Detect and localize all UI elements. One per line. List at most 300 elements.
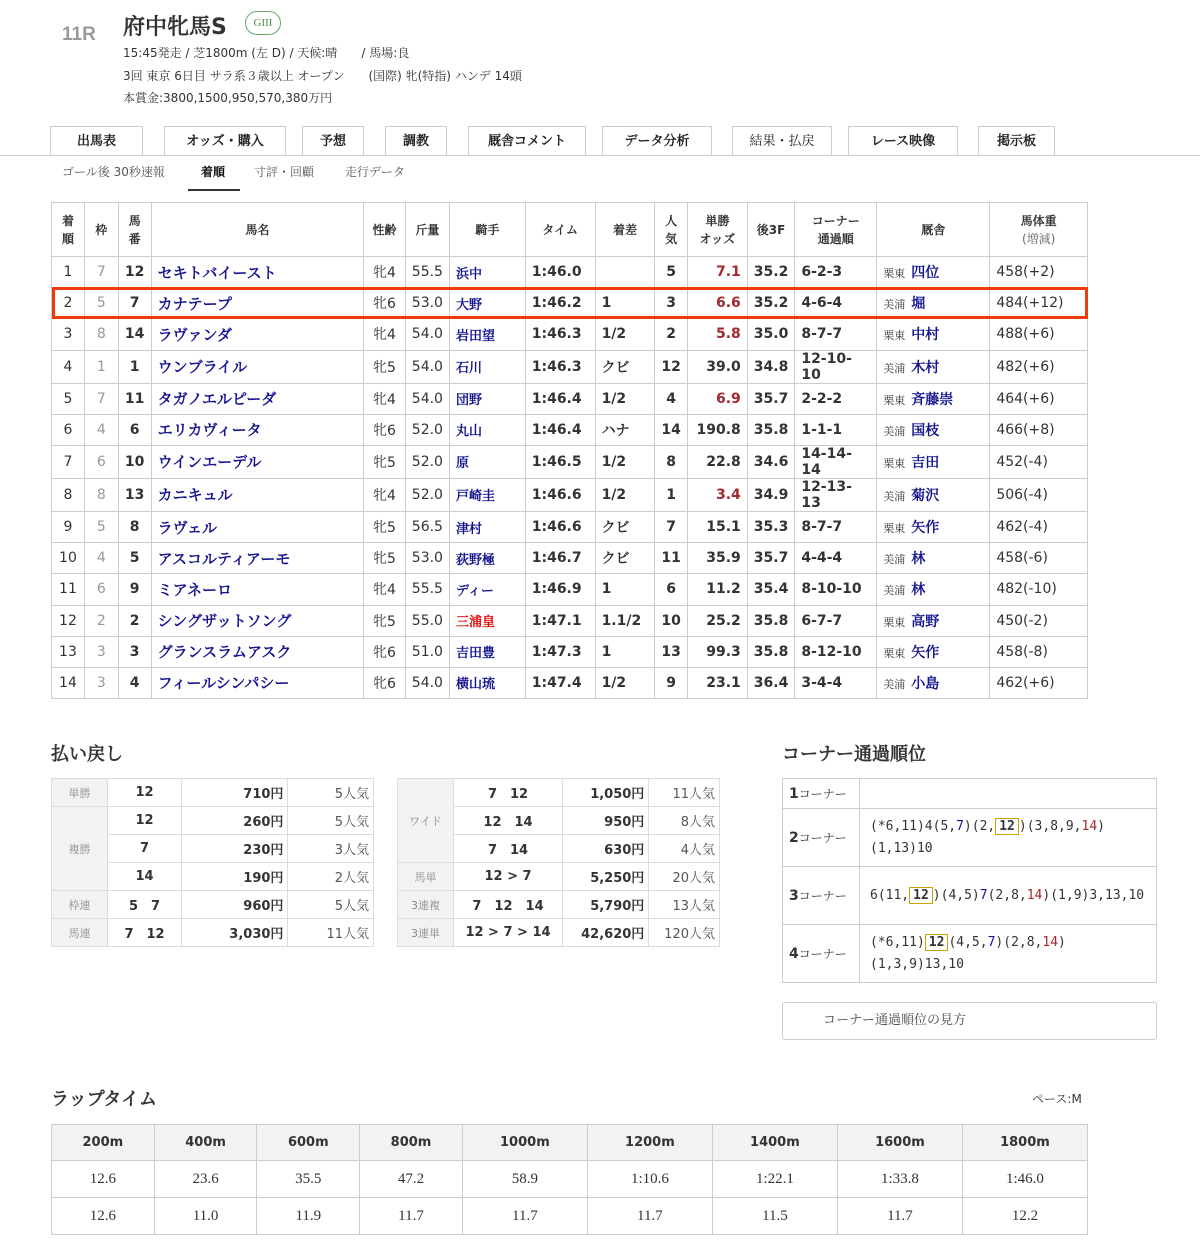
horse-name-cell: [151, 636, 364, 667]
corner-order-cell: 6-2-3: [795, 257, 877, 288]
tab-movie[interactable]: レース映像: [848, 126, 958, 156]
result-row: [52, 350, 1088, 383]
header-odds: 単勝 オッズ: [687, 203, 747, 257]
waku-cell: 4: [84, 414, 118, 445]
trainer-link[interactable]: 堀: [911, 296, 926, 313]
trainer-link[interactable]: 小島: [911, 675, 940, 692]
corner-order-cell: 2-2-2: [795, 383, 877, 414]
lap-split: 11.7: [587, 1198, 712, 1235]
umaban-cell: 3: [118, 636, 151, 667]
umaban-cell: 4: [118, 667, 151, 698]
trainer-link[interactable]: 林: [911, 551, 926, 568]
corner-order-cell: 14-14-14: [795, 445, 877, 478]
sexage-cell: 牝6: [364, 636, 406, 667]
result-row: [52, 543, 1088, 574]
race-info-line1: 15:45発走 / 芝1800m (左 D) / 天候:晴 / 馬場:良: [123, 46, 410, 60]
horse-name-cell: [151, 319, 364, 350]
kinryo-cell: 51.0: [405, 636, 449, 667]
margin-cell: ハナ: [595, 414, 655, 445]
sexage-cell: 牝5: [364, 605, 406, 636]
pop-cell: 11: [655, 543, 687, 574]
trainer-link[interactable]: 高野: [911, 613, 940, 630]
payout-numbers: 5 7: [108, 891, 182, 919]
payout-row: [398, 863, 720, 891]
trainer-link[interactable]: 国枝: [911, 422, 940, 439]
trainer-cell: 美浦 堀: [877, 288, 990, 319]
horse-link[interactable]: ウインエーデル: [157, 453, 262, 472]
kinryo-cell: 54.0: [405, 383, 449, 414]
payout-yen: 3,030円: [182, 919, 288, 947]
time-cell: 1:46.4: [525, 414, 595, 445]
tab-data[interactable]: データ分析: [602, 126, 712, 156]
pop-cell: 12: [655, 350, 687, 383]
payout-row: [52, 779, 374, 807]
margin-cell: 1/2: [595, 445, 655, 478]
rank-cell: 7: [52, 445, 85, 478]
odds-cell: 23.1: [687, 667, 747, 698]
sexage-cell: 牝5: [364, 543, 406, 574]
trainer-cell: 栗東 中村: [877, 319, 990, 350]
lap-split: 12.2: [962, 1198, 1087, 1235]
kinryo-cell: 54.0: [405, 350, 449, 383]
margin-cell: クビ: [595, 511, 655, 542]
subtab-sokuho[interactable]: ゴール後 30秒速報: [62, 165, 165, 179]
trainer-link[interactable]: 吉田: [911, 454, 940, 471]
horse-link[interactable]: タガノエルピーダ: [157, 390, 277, 409]
time-cell: 1:46.4: [525, 383, 595, 414]
umaban-cell: 8: [118, 511, 151, 542]
header-weight: 馬体重 (増減): [990, 203, 1088, 257]
kinryo-cell: 53.0: [405, 288, 449, 319]
tab-divider: [0, 155, 1200, 156]
horse-name-cell: [151, 257, 364, 288]
lap-cumulative: 47.2: [360, 1161, 463, 1198]
payout-label: 単勝: [52, 779, 108, 807]
trainer-cell: 栗東 斉藤崇: [877, 383, 990, 414]
trainer-cell: 栗東 矢作: [877, 636, 990, 667]
payout-popularity: 120人気: [649, 919, 720, 947]
umaban-cell: 10: [118, 445, 151, 478]
weight-cell: 466(+8): [990, 414, 1088, 445]
lap-split: 11.0: [154, 1198, 257, 1235]
trainer-link[interactable]: 四位: [911, 265, 940, 282]
kinryo-cell: 52.0: [405, 414, 449, 445]
trainer-link[interactable]: 矢作: [911, 644, 940, 661]
result-row: [52, 414, 1088, 445]
last3f-cell: 35.7: [747, 383, 795, 414]
corner-row: [783, 809, 1157, 867]
payout-row: [52, 891, 374, 919]
pop-cell: 7: [655, 511, 687, 542]
odds-cell: 15.1: [687, 511, 747, 542]
corner-label: 2コーナー: [783, 809, 860, 867]
pop-cell: 8: [655, 445, 687, 478]
tab-chokyo[interactable]: 調教: [385, 126, 447, 156]
tab-result[interactable]: 結果・払戻: [732, 126, 832, 156]
header-trainer: 厩舎: [877, 203, 990, 257]
weight-cell: 506(-4): [990, 478, 1088, 511]
corner-title: コーナー通過順位: [782, 744, 926, 765]
lap-cumulative: 1:10.6: [587, 1161, 712, 1198]
header-waku: 枠: [84, 203, 118, 257]
jockey-cell: [449, 383, 525, 414]
horse-name-cell: [151, 478, 364, 511]
race-info-line2: 3回 東京 6日目 サラ系３歳以上 オープン (国際) 牝(特指) ハンデ 14頭: [123, 69, 522, 83]
horse-name-cell: [151, 288, 364, 319]
trainer-cell: 美浦 林: [877, 574, 990, 605]
margin-cell: 1: [595, 636, 655, 667]
waku-cell: 5: [84, 511, 118, 542]
umaban-cell: 14: [118, 319, 151, 350]
lap-distance: 800m: [360, 1125, 463, 1161]
race-name: 府中牝馬S: [123, 15, 227, 40]
jockey-link[interactable]: 横山琉: [455, 677, 495, 693]
payout-yen: 960円: [182, 891, 288, 919]
waku-cell: 3: [84, 636, 118, 667]
horse-link[interactable]: ラヴァンダ: [157, 325, 232, 344]
corner-order: 6(11, 12 )(4,5)7(2,8,14)(1,9)3,13,10: [860, 867, 1157, 925]
race-info-line3: 本賞金:3800,1500,950,570,380万円: [123, 91, 333, 105]
time-cell: 1:46.9: [525, 574, 595, 605]
corner-label: 3コーナー: [783, 867, 860, 925]
odds-cell: 35.9: [687, 543, 747, 574]
lap-cumulative: 1:33.8: [837, 1161, 962, 1198]
lap-cumulative: 23.6: [154, 1161, 257, 1198]
corner-order-cell: 8-12-10: [795, 636, 877, 667]
margin-cell: クビ: [595, 350, 655, 383]
payout-yen: 190円: [182, 863, 288, 891]
lap-distance: 600m: [257, 1125, 360, 1161]
trainer-cell: 栗東 吉田: [877, 445, 990, 478]
payout-numbers: 7 12 14: [454, 891, 563, 919]
subtab-sunpyo[interactable]: 寸評・回顧: [254, 165, 315, 179]
header-corner: コーナー 通過順: [795, 203, 877, 257]
horse-name-cell: [151, 445, 364, 478]
header-jockey: 騎手: [449, 203, 525, 257]
lap-split: 11.7: [360, 1198, 463, 1235]
lap-cumulative: 58.9: [462, 1161, 587, 1198]
corner-order: (*6,11) 12 (4,5,7)(2,8,14)(1,3,9)13,10: [860, 925, 1157, 983]
payout-yen: 260円: [182, 807, 288, 835]
jockey-cell: [449, 414, 525, 445]
tab-shutsuba[interactable]: 出馬表: [50, 126, 143, 156]
header-kinryo: 斤量: [405, 203, 449, 257]
weight-cell: 458(-8): [990, 636, 1088, 667]
jockey-link[interactable]: 岩田望: [455, 328, 495, 344]
waku-cell: 3: [84, 667, 118, 698]
payout-popularity: 20人気: [649, 863, 720, 891]
umaban-cell: 12: [118, 257, 151, 288]
last3f-cell: 35.7: [747, 543, 795, 574]
tab-comment[interactable]: 厩舎コメント: [468, 126, 586, 156]
margin-cell: 1/2: [595, 319, 655, 350]
pop-cell: 9: [655, 667, 687, 698]
payout-numbers: 12 > 7: [454, 863, 563, 891]
lap-distance: 200m: [52, 1125, 155, 1161]
payout-row: [52, 807, 374, 835]
odds-cell: 22.8: [687, 445, 747, 478]
trainer-link[interactable]: 中村: [911, 327, 940, 344]
trainer-link[interactable]: 木村: [911, 359, 940, 376]
tab-odds[interactable]: オッズ・購入: [164, 126, 286, 156]
payout-numbers: 7: [108, 835, 182, 863]
weight-cell: 488(+6): [990, 319, 1088, 350]
jockey-link[interactable]: ディー: [455, 583, 494, 599]
payout-label: 3連単: [398, 919, 454, 947]
rank-cell: 12: [52, 605, 85, 636]
payout-popularity: 8人気: [649, 807, 720, 835]
last3f-cell: 34.6: [747, 445, 795, 478]
horse-link[interactable]: ミアネーロ: [157, 580, 233, 599]
odds-cell: 6.9: [687, 383, 747, 414]
payout-table-left: [51, 778, 374, 947]
payout-popularity: 5人気: [288, 779, 374, 807]
corner-order-cell: 12-10-10: [795, 350, 877, 383]
jockey-link[interactable]: 吉田豊: [455, 646, 495, 662]
jockey-link[interactable]: 浜中: [455, 266, 482, 282]
rank-cell: 6: [52, 414, 85, 445]
odds-cell: 3.4: [687, 478, 747, 511]
jockey-cell: [449, 574, 525, 605]
waku-cell: 6: [84, 574, 118, 605]
trainer-cell: 美浦 国枝: [877, 414, 990, 445]
payout-label: 馬単: [398, 863, 454, 891]
sexage-cell: 牝6: [364, 414, 406, 445]
sexage-cell: 牝5: [364, 511, 406, 542]
pop-cell: 14: [655, 414, 687, 445]
sexage-cell: 牝4: [364, 478, 406, 511]
time-cell: 1:46.3: [525, 350, 595, 383]
horse-link[interactable]: グランスラムアスク: [157, 643, 292, 662]
jockey-cell: [449, 667, 525, 698]
payout-title: 払い戻し: [51, 744, 123, 765]
last3f-cell: 35.2: [747, 257, 795, 288]
last3f-cell: 34.9: [747, 478, 795, 511]
horse-name-cell: [151, 605, 364, 636]
lap-split: 11.7: [837, 1198, 962, 1235]
result-row: [52, 383, 1088, 414]
jockey-link[interactable]: 大野: [455, 297, 482, 313]
umaban-cell: 13: [118, 478, 151, 511]
payout-popularity: 11人気: [649, 779, 720, 807]
tab-yoso[interactable]: 予想: [302, 126, 364, 156]
pop-cell: 5: [655, 257, 687, 288]
last3f-cell: 36.4: [747, 667, 795, 698]
jockey-link[interactable]: 荻野極: [455, 552, 495, 568]
lap-cumulative: 35.5: [257, 1161, 360, 1198]
rank-cell: 11: [52, 574, 85, 605]
sexage-cell: 牝6: [364, 288, 406, 319]
header-pop: 人 気: [655, 203, 687, 257]
lap-distance: 1800m: [962, 1125, 1087, 1161]
horse-link[interactable]: ラヴェル: [157, 518, 218, 537]
tab-board[interactable]: 掲示板: [978, 126, 1055, 156]
horse-name-cell: [151, 350, 364, 383]
payout-numbers: 12: [108, 807, 182, 835]
corner-order-cell: 8-10-10: [795, 574, 877, 605]
header-name: 馬名: [151, 203, 364, 257]
jockey-link[interactable]: 石川: [455, 361, 482, 377]
payout-label: 3連複: [398, 891, 454, 919]
horse-name-cell: [151, 511, 364, 542]
time-cell: 1:46.3: [525, 319, 595, 350]
rank-cell: 3: [52, 319, 85, 350]
horse-link[interactable]: ウンブライル: [157, 358, 248, 377]
time-cell: 1:47.1: [525, 605, 595, 636]
payout-numbers: 14: [108, 863, 182, 891]
jockey-link[interactable]: 戸崎圭: [455, 489, 495, 505]
time-cell: 1:46.6: [525, 478, 595, 511]
kinryo-cell: 54.0: [405, 667, 449, 698]
subtab-chakujun[interactable]: 着順: [201, 165, 226, 179]
rank-cell: 4: [52, 350, 85, 383]
payout-yen: 5,790円: [563, 891, 649, 919]
subtab-active-indicator: [188, 189, 240, 191]
payout-numbers: 12: [108, 779, 182, 807]
pop-cell: 1: [655, 478, 687, 511]
waku-cell: 2: [84, 605, 118, 636]
weight-cell: 462(+6): [990, 667, 1088, 698]
trainer-link[interactable]: 林: [911, 582, 926, 599]
last3f-cell: 35.2: [747, 288, 795, 319]
payout-yen: 630円: [563, 835, 649, 863]
corner-row: [783, 779, 1157, 809]
weight-cell: 462(-4): [990, 511, 1088, 542]
waku-cell: 5: [84, 288, 118, 319]
rank-cell: 14: [52, 667, 85, 698]
kinryo-cell: 55.0: [405, 605, 449, 636]
jockey-cell: [449, 350, 525, 383]
horse-name-cell: [151, 414, 364, 445]
horse-link[interactable]: カニキュル: [157, 486, 233, 505]
lap-distance: 1200m: [587, 1125, 712, 1161]
payout-yen: 1,050円: [563, 779, 649, 807]
payout-popularity: 11人気: [288, 919, 374, 947]
rank-cell: 1: [52, 257, 85, 288]
umaban-cell: 1: [118, 350, 151, 383]
payout-row: [398, 919, 720, 947]
corner-order-cell: 8-7-7: [795, 511, 877, 542]
payout-yen: 950円: [563, 807, 649, 835]
result-row: [52, 319, 1088, 350]
lap-row: [52, 1198, 1088, 1235]
horse-link[interactable]: アスコルティアーモ: [157, 549, 291, 568]
rank-cell: 9: [52, 511, 85, 542]
jockey-cell: [449, 636, 525, 667]
payout-popularity: 5人気: [288, 807, 374, 835]
weight-cell: 482(+6): [990, 350, 1088, 383]
payout-popularity: 2人気: [288, 863, 374, 891]
payout-row: [398, 891, 720, 919]
lap-title: ラップタイム: [51, 1089, 158, 1110]
payout-label: 枠連: [52, 891, 108, 919]
payout-popularity: 3人気: [288, 835, 374, 863]
subtab-sokodata[interactable]: 走行データ: [345, 165, 406, 179]
time-cell: 1:46.2: [525, 288, 595, 319]
jockey-link[interactable]: 原: [455, 456, 469, 472]
jockey-link[interactable]: 三浦皇: [455, 615, 495, 631]
rank-cell: 2: [52, 288, 85, 319]
corner-row: [783, 867, 1157, 925]
corner-order-cell: 3-4-4: [795, 667, 877, 698]
lap-split: 11.9: [257, 1198, 360, 1235]
pop-cell: 2: [655, 319, 687, 350]
result-row: [52, 574, 1088, 605]
jockey-cell: [449, 257, 525, 288]
trainer-link[interactable]: 斉藤崇: [911, 391, 954, 408]
trainer-cell: 栗東 高野: [877, 605, 990, 636]
trainer-cell: 美浦 木村: [877, 350, 990, 383]
weight-cell: 482(-10): [990, 574, 1088, 605]
margin-cell: 1: [595, 288, 655, 319]
odds-cell: 39.0: [687, 350, 747, 383]
horse-link[interactable]: セキトバイースト: [157, 263, 277, 282]
payout-row: [52, 919, 374, 947]
odds-cell: 99.3: [687, 636, 747, 667]
kinryo-cell: 52.0: [405, 445, 449, 478]
header-time: タイム: [525, 203, 595, 257]
pop-cell: 10: [655, 605, 687, 636]
horse-link[interactable]: エリカヴィータ: [157, 421, 262, 440]
trainer-link[interactable]: 矢作: [911, 520, 940, 537]
payout-yen: 5,250円: [563, 863, 649, 891]
jockey-cell: [449, 478, 525, 511]
sexage-cell: 牝4: [364, 319, 406, 350]
horse-link[interactable]: フィールシンパシー: [157, 674, 290, 693]
result-row: [52, 478, 1088, 511]
corner-howto-button[interactable]: コーナー通過順位の見方: [782, 1002, 1157, 1040]
pop-cell: 6: [655, 574, 687, 605]
jockey-link[interactable]: 丸山: [455, 424, 482, 440]
lap-distance: 400m: [154, 1125, 257, 1161]
payout-yen: 710円: [182, 779, 288, 807]
margin-cell: 1.1/2: [595, 605, 655, 636]
horse-name-cell: [151, 383, 364, 414]
time-cell: 1:46.0: [525, 257, 595, 288]
horse-link[interactable]: シングザットソング: [157, 612, 292, 631]
jockey-link[interactable]: 団野: [455, 393, 482, 409]
odds-cell: 25.2: [687, 605, 747, 636]
rank-cell: 5: [52, 383, 85, 414]
kinryo-cell: 52.0: [405, 478, 449, 511]
jockey-link[interactable]: 津村: [455, 521, 482, 537]
weight-cell: 452(-4): [990, 445, 1088, 478]
jockey-cell: [449, 511, 525, 542]
payout-numbers: 7 12: [454, 779, 563, 807]
horse-name-cell: [151, 574, 364, 605]
lap-cumulative: 1:22.1: [712, 1161, 837, 1198]
umaban-cell: 11: [118, 383, 151, 414]
trainer-cell: 美浦 林: [877, 543, 990, 574]
last3f-cell: 34.8: [747, 350, 795, 383]
payout-numbers: 12 > 7 > 14: [454, 919, 563, 947]
sexage-cell: 牝4: [364, 257, 406, 288]
pop-cell: 4: [655, 383, 687, 414]
lap-table: [51, 1124, 1088, 1235]
header-rank: 着 順: [52, 203, 85, 257]
corner-label: 1コーナー: [783, 779, 860, 809]
waku-cell: 8: [84, 319, 118, 350]
header-umaban: 馬 番: [118, 203, 151, 257]
horse-link[interactable]: カナテープ: [157, 294, 232, 313]
odds-cell: 11.2: [687, 574, 747, 605]
umaban-cell: 6: [118, 414, 151, 445]
payout-popularity: 5人気: [288, 891, 374, 919]
waku-cell: 7: [84, 383, 118, 414]
weight-cell: 458(+2): [990, 257, 1088, 288]
time-cell: 1:46.5: [525, 445, 595, 478]
trainer-link[interactable]: 菊沢: [911, 487, 940, 504]
